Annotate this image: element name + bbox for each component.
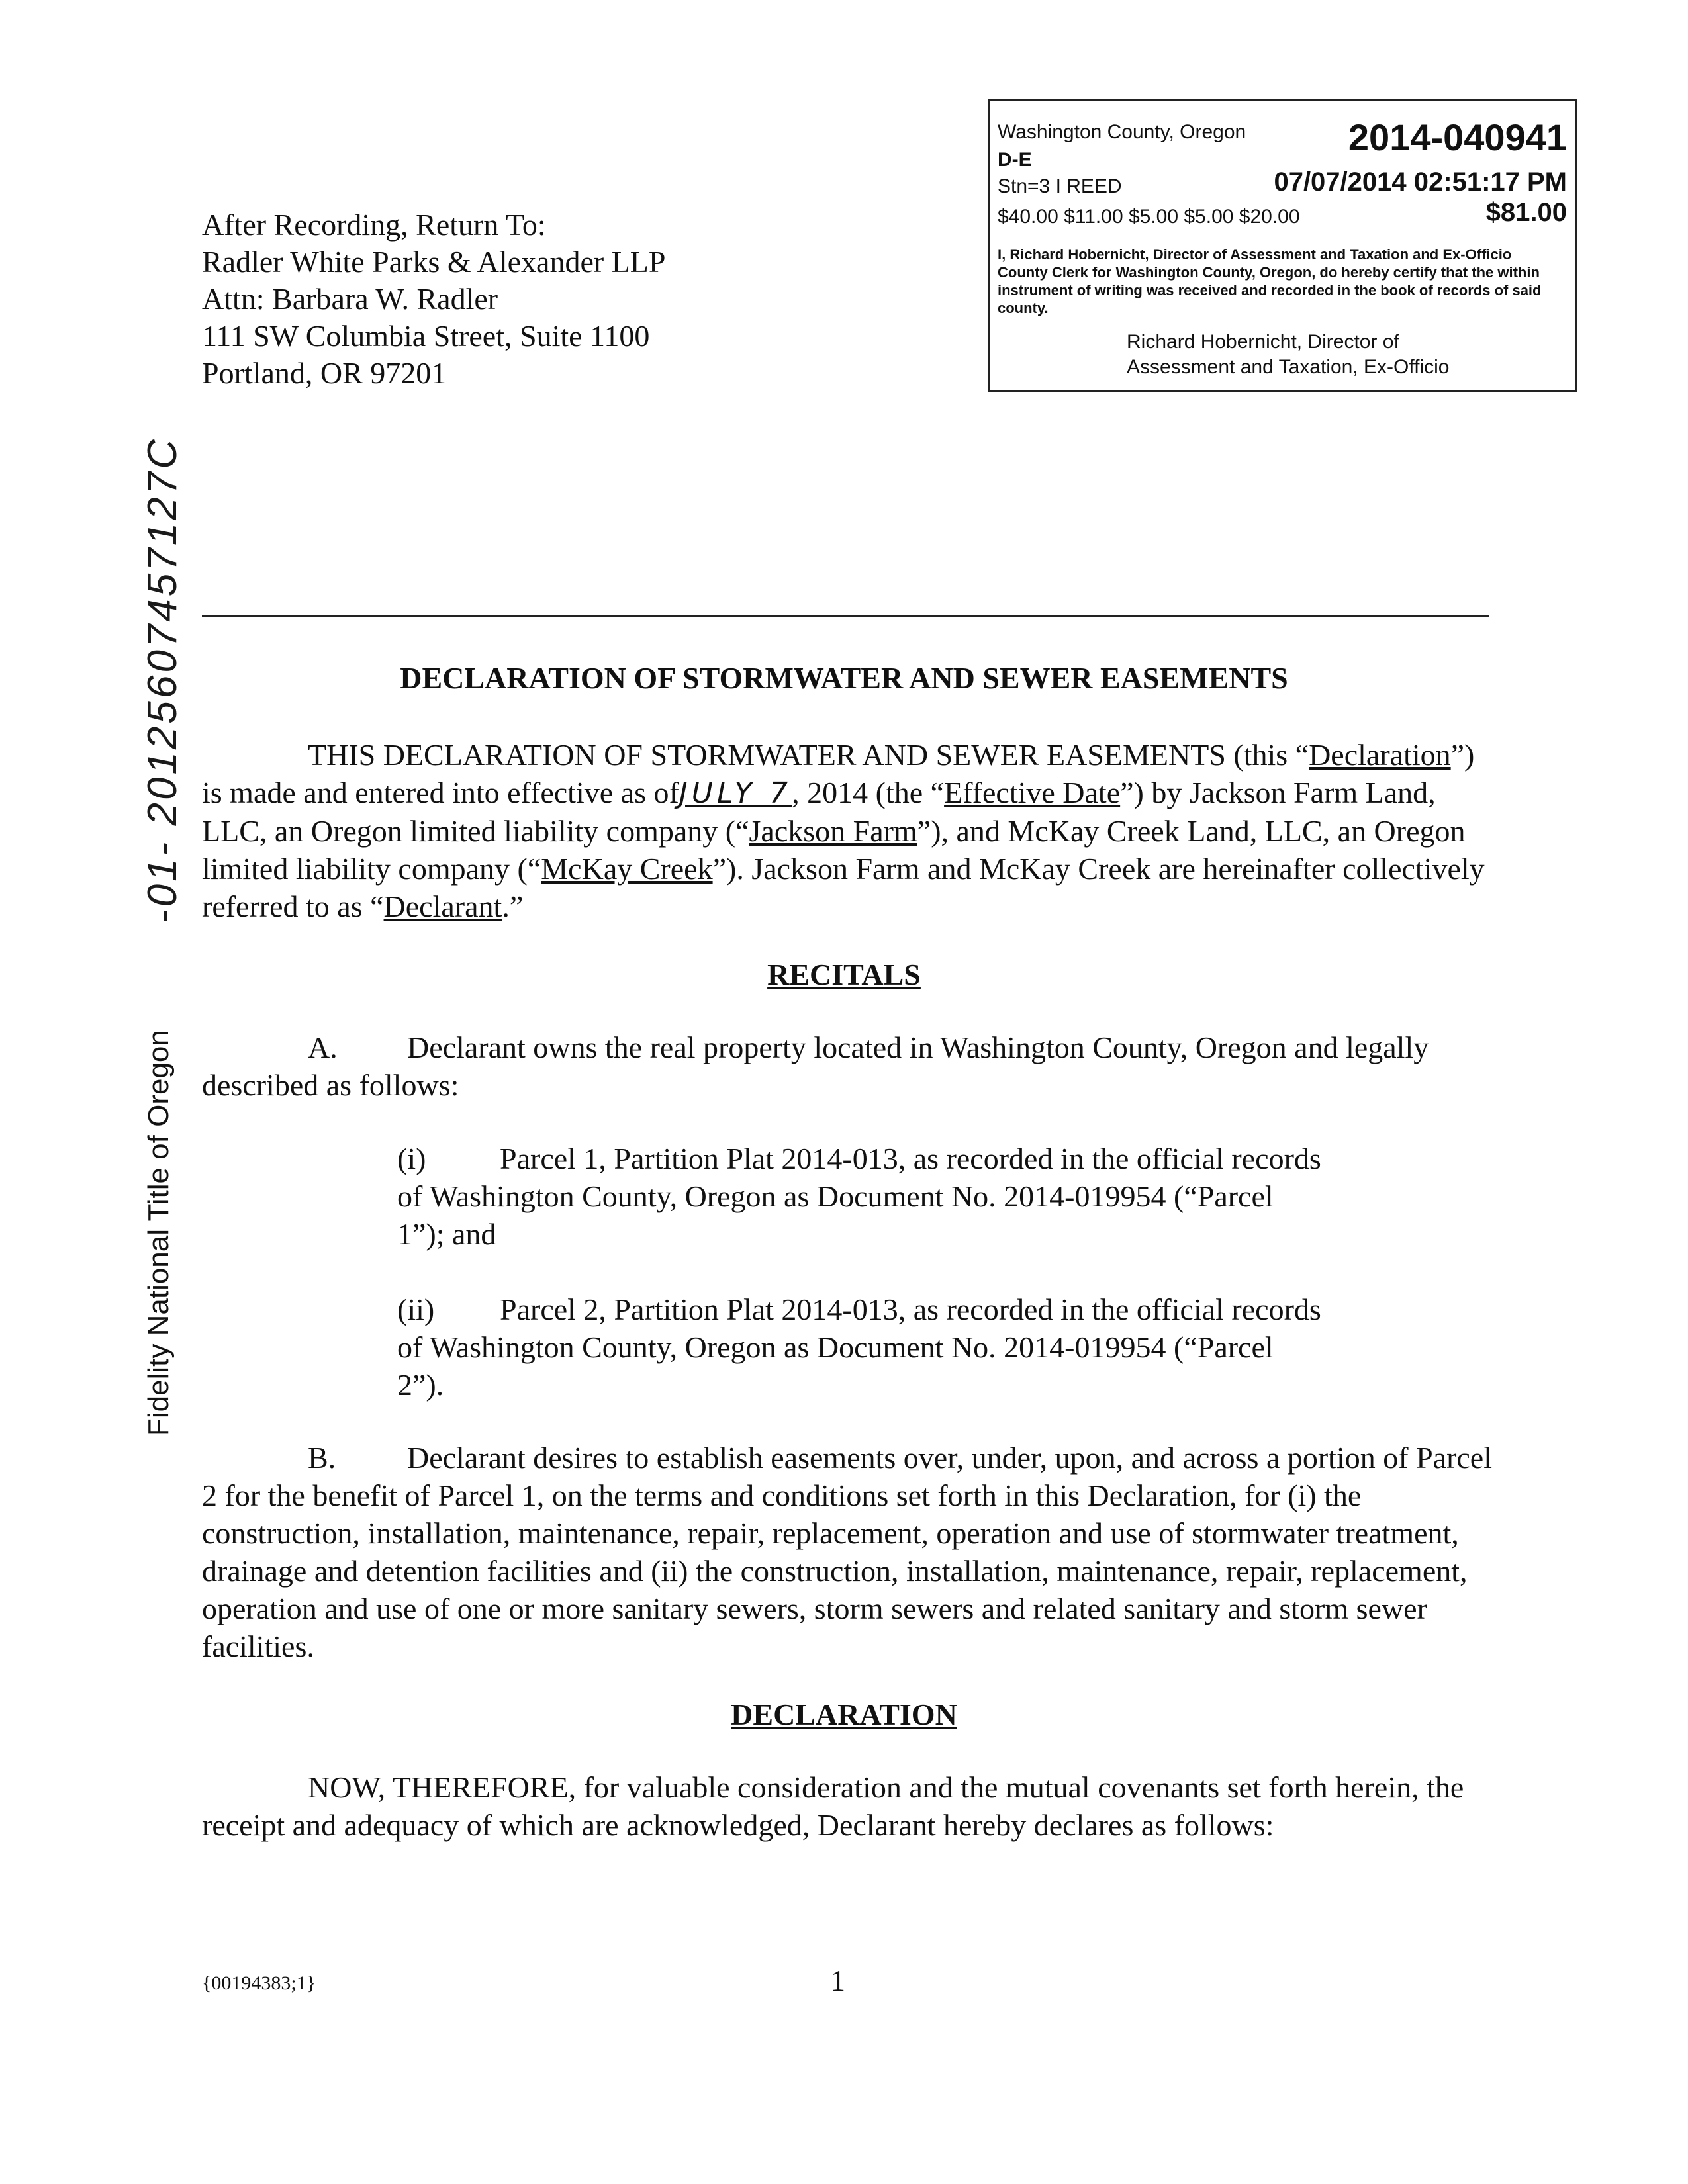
return-to-firm: Radler White Parks & Alexander LLP — [202, 245, 666, 279]
return-to-attention: Attn: Barbara W. Radler — [202, 282, 498, 316]
declarant-term: Declarant — [383, 889, 502, 923]
item-ii-text: Parcel 2, Partition Plat 2014-013, as recorded in the official records of Washington County, Oregon as Document No. 2014-019954 (“Parcel 2”). — [397, 1293, 1321, 1402]
stamp-code: D-E — [998, 149, 1032, 171]
recording-stamp — [988, 99, 1577, 392]
stamp-signatory-line1: Richard Hobernicht, Director of — [1127, 331, 1399, 353]
stamp-total: $81.00 — [1485, 198, 1567, 227]
item-i-label: (i) — [397, 1142, 426, 1175]
document-title: DECLARATION OF STORMWATER AND SEWER EASEMENTS — [400, 661, 1288, 695]
footer-document-id: {00194383;1} — [202, 1972, 316, 1994]
parcel-1-item — [397, 1140, 1324, 1253]
return-to-label: After Recording, Return To: — [202, 208, 546, 242]
recitals-heading: RECITALS — [767, 958, 921, 991]
effective-date-term: Effective Date — [944, 776, 1121, 809]
intro-text-6: ”). Jackson Farm and McKay Creek are hereinafter collectively referred to as “ — [202, 852, 1485, 923]
stamp-fees: $40.00 $11.00 $5.00 $5.00 $20.00 — [998, 206, 1300, 228]
recital-b — [202, 1439, 1499, 1665]
return-to-street: 111 SW Columbia Street, Suite 1100 — [202, 319, 650, 353]
intro-paragraph — [202, 736, 1499, 925]
intro-text-5: ”), and McKay Creek Land, LLC, an Oregon limited liability company (“ — [202, 814, 1466, 886]
now-therefore-text: NOW, THEREFORE, for valuable consideration and the mutual covenants set forth herein, the receipt and adequacy of which are acknowledged, Declarant hereby declares as follows: — [202, 1770, 1464, 1842]
item-ii-label: (ii) — [397, 1293, 435, 1326]
recital-a — [202, 1028, 1499, 1104]
now-therefore-paragraph — [202, 1768, 1499, 1844]
header-divider — [202, 615, 1489, 617]
parcel-2-item — [397, 1291, 1324, 1404]
stamp-document-number: 2014-040941 — [1348, 116, 1567, 158]
margin-title-company: Fidelity National Title of Oregon — [142, 1030, 175, 1436]
item-i-text: Parcel 1, Partition Plat 2014-013, as recorded in the official records of Washington County, Oregon as Document No. 2014-019954 (“Parcel 1”); and — [397, 1142, 1321, 1251]
margin-handwritten-number: -01- 20125607457127C — [140, 437, 185, 923]
recital-a-label: A. — [308, 1030, 338, 1064]
intro-text-4: ”) by Jackson Farm Land, LLC, an Oregon limited liability company (“ — [202, 776, 1436, 848]
mckay-creek-term: McKay Creek — [541, 852, 713, 886]
jackson-farm-term: Jackson Farm — [749, 814, 917, 848]
intro-text-2: ”) is made and entered into effective as of — [202, 738, 1475, 809]
recital-a-text: Declarant owns the real property located in Washington County, Oregon and legally described as follows: — [202, 1030, 1429, 1102]
stamp-datetime: 07/07/2014 02:51:17 PM — [1274, 167, 1567, 197]
stamp-signatory-line2: Assessment and Taxation, Ex-Officio — [1127, 356, 1450, 378]
intro-text-1: THIS DECLARATION OF STORMWATER AND SEWER EASEMENTS (this “ — [308, 738, 1309, 772]
return-to-city: Portland, OR 97201 — [202, 356, 447, 390]
intro-text-7: .” — [502, 889, 524, 923]
stamp-county: Washington County, Oregon — [998, 121, 1246, 143]
handwritten-date: JULY 7 — [679, 776, 792, 810]
stamp-station: Stn=3 I REED — [998, 175, 1122, 197]
stamp-signatory — [1127, 330, 1567, 380]
recital-b-label: B. — [308, 1441, 336, 1475]
stamp-certification: I, Richard Hobernicht, Director of Assessment and Taxation and Ex-Officio County Clerk for Washington County, Oregon, do hereby certify that the within instrument of writing was received and recorded in the book of records of said county. — [998, 246, 1542, 316]
recital-b-text: Declarant desires to establish easements over, under, upon, and across a portion of Parcel 2 for the benefit of Parcel 1, on the terms and conditions set forth in this Declaration, for (i) the construction, installation, maintenance, repair, replacement, operation and use of stormwater treatment, drainage and detention facilities and (ii) the construction, installation, maintenance, repair, replacement, operation and use of one or more sanitary sewers, storm sewers and related sanitary and storm sewer facilities. — [202, 1441, 1492, 1663]
declaration-heading: DECLARATION — [731, 1698, 957, 1731]
return-address-block — [202, 206, 666, 392]
intro-text-3: , 2014 (the “ — [792, 776, 945, 809]
page-number: 1 — [830, 1964, 845, 1997]
declaration-term: Declaration — [1309, 738, 1451, 772]
